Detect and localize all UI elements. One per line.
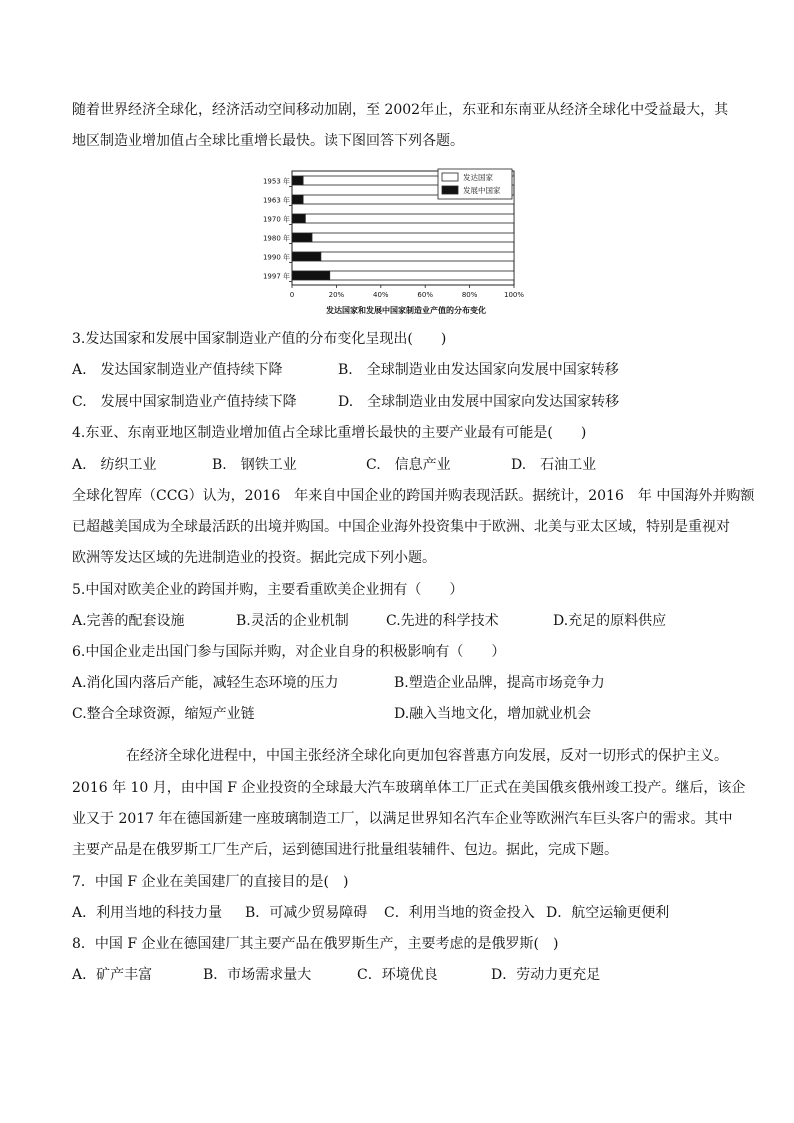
intro-paragraph-3-line-4: 主要产品是在俄罗斯工厂生产后，运到德国进行批量组装辅件、包边。据此，完成下题。 bbox=[72, 842, 618, 858]
y-tick-label: 1963 年 bbox=[262, 196, 290, 205]
question-4-option-a[interactable]: A. 纺织工业 bbox=[72, 457, 157, 473]
question-5-option-b[interactable]: B.灵活的企业机制 bbox=[236, 613, 349, 629]
bar-developing-3 bbox=[292, 233, 312, 242]
bar-developed-5 bbox=[330, 271, 514, 280]
x-tick-label: 40% bbox=[373, 291, 389, 299]
question-6-option-a[interactable]: A.消化国内落后产能，减轻生态环境的压力 bbox=[72, 675, 339, 691]
question-8-option-d[interactable]: D．劳动力更充足 bbox=[491, 967, 601, 983]
question-6-option-d[interactable]: D.融入当地文化，增加就业机会 bbox=[394, 706, 592, 722]
question-8-stem: 8．中国 F 企业在德国建厂其主要产品在俄罗斯生产，主要考虑的是俄罗斯( ) bbox=[72, 936, 559, 952]
question-4-option-c[interactable]: C. 信息产业 bbox=[366, 457, 451, 473]
intro-paragraph-2-line-2: 已超越美国成为全球最活跃的出境并购国。中国企业海外投资集中于欧洲、北美与亚太区域，特别是重视对 bbox=[72, 519, 730, 535]
question-4-option-b[interactable]: B. 钢铁工业 bbox=[212, 457, 297, 473]
x-tick-label: 60% bbox=[417, 291, 433, 299]
question-6-stem: 6.中国企业走出国门参与国际并购，对企业自身的积极影响有（ ） bbox=[72, 644, 506, 660]
bar-developing-1 bbox=[292, 195, 303, 204]
y-tick-label: 1980 年 bbox=[262, 234, 290, 243]
question-3-stem: 3.发达国家和发展中国家制造业产值的分布变化呈现出( ) bbox=[72, 331, 447, 347]
legend-label-1: 发展中国家 bbox=[463, 186, 501, 195]
question-8-option-b[interactable]: B．市场需求量大 bbox=[203, 967, 312, 983]
intro-paragraph-2-line-3: 欧洲等发达区域的先进制造业的投资。据此完成下列小题。 bbox=[72, 550, 436, 566]
question-4-stem: 4.东亚、东南亚地区制造业增加值占全球比重增长最快的主要产业最有可能是( ) bbox=[72, 425, 587, 441]
y-tick-label: 1953 年 bbox=[262, 177, 290, 186]
bar-developed-2 bbox=[305, 214, 514, 223]
question-3-option-c[interactable]: C. 发展中国家制造业产值持续下降 bbox=[72, 394, 297, 410]
question-7-option-b[interactable]: B．可减少贸易障碍 bbox=[245, 905, 368, 921]
x-tick-label: 100% bbox=[503, 291, 525, 299]
intro-paragraph-3-line-2: 2016 年 10 月，由中国 F 企业投资的全球最大汽车玻璃单体工厂正式在美国俄亥俄州竣工投产。继后，该企 bbox=[72, 780, 746, 796]
question-4-option-d[interactable]: D. 石油工业 bbox=[511, 457, 597, 473]
question-3-option-b[interactable]: B. 全球制造业由发达国家向发展中国家转移 bbox=[338, 362, 619, 378]
x-tick-label: 0 bbox=[289, 291, 295, 299]
y-tick-label: 1990 年 bbox=[262, 253, 290, 262]
legend-swatch-0 bbox=[442, 173, 458, 181]
bar-developing-5 bbox=[292, 271, 330, 280]
intro-paragraph-1-line-1: 随着世界经济全球化，经济活动空间移动加剧，至 2002年止，东亚和东南亚从经济全球化中受益最大，其 bbox=[72, 102, 729, 118]
question-8-option-c[interactable]: C．环境优良 bbox=[357, 967, 438, 983]
x-tick-label: 20% bbox=[328, 291, 345, 299]
question-5-option-d[interactable]: D.充足的原料供应 bbox=[553, 613, 667, 629]
question-3-option-d[interactable]: D. 全球制造业由发展中国家向发达国家转移 bbox=[338, 394, 620, 410]
question-5-stem: 5.中国对欧美企业的跨国并购，主要看重欧美企业拥有（ ） bbox=[72, 582, 464, 598]
question-8-option-a[interactable]: A．矿产丰富 bbox=[72, 967, 153, 983]
y-tick-label: 1970 年 bbox=[262, 215, 290, 224]
y-tick-label: 1997 年 bbox=[262, 272, 290, 281]
bar-developed-4 bbox=[321, 252, 514, 261]
intro-paragraph-2-line-1: 全球化智库（CCG）认为，2016 年来自中国企业的跨国并购表现活跃。据统计，2016 年 中国海外并购额 bbox=[72, 488, 755, 504]
bar-developing-4 bbox=[292, 252, 321, 261]
x-tick-label: 80% bbox=[461, 291, 478, 299]
question-7-option-c[interactable]: C．利用当地的资金投入 bbox=[384, 905, 535, 921]
bar-developing-2 bbox=[292, 214, 305, 223]
intro-paragraph-1-line-2: 地区制造业增加值占全球比重增长最快。读下图回答下列各题。 bbox=[72, 133, 464, 149]
question-3-option-a[interactable]: A. 发达国家制造业产值持续下降 bbox=[72, 362, 283, 378]
question-5-option-c[interactable]: C.先进的科学技术 bbox=[386, 613, 499, 629]
bar-developed-3 bbox=[312, 233, 514, 242]
question-6-option-b[interactable]: B.塑造企业品牌，提高市场竞争力 bbox=[394, 675, 605, 691]
question-5-option-a[interactable]: A.完善的配套设施 bbox=[72, 613, 185, 629]
manufacturing-distribution-chart bbox=[258, 163, 538, 321]
intro-paragraph-3-line-1: 在经济全球化进程中，中国主张经济全球化向更加包容普惠方向发展，反对一切形式的保护主义。 bbox=[126, 748, 728, 764]
question-7-option-a[interactable]: A．利用当地的科技力量 bbox=[72, 905, 223, 921]
question-6-option-c[interactable]: C.整合全球资源，缩短产业链 bbox=[72, 706, 255, 722]
legend-swatch-1 bbox=[442, 186, 458, 194]
bar-developing-0 bbox=[292, 176, 303, 185]
question-7-option-d[interactable]: D．航空运输更便利 bbox=[546, 905, 670, 921]
chart-title: 发达国家和发展中国家制造业产值的分布变化 bbox=[326, 306, 486, 315]
intro-paragraph-3-line-3: 业又于 2017 年在德国新建一座玻璃制造工厂，以满足世界知名汽车企业等欧洲汽车巨头客户的需求。其中 bbox=[72, 811, 733, 827]
question-7-stem: 7．中国 F 企业在美国建厂的直接目的是( ) bbox=[72, 874, 349, 890]
legend-label-0: 发达国家 bbox=[463, 173, 493, 182]
